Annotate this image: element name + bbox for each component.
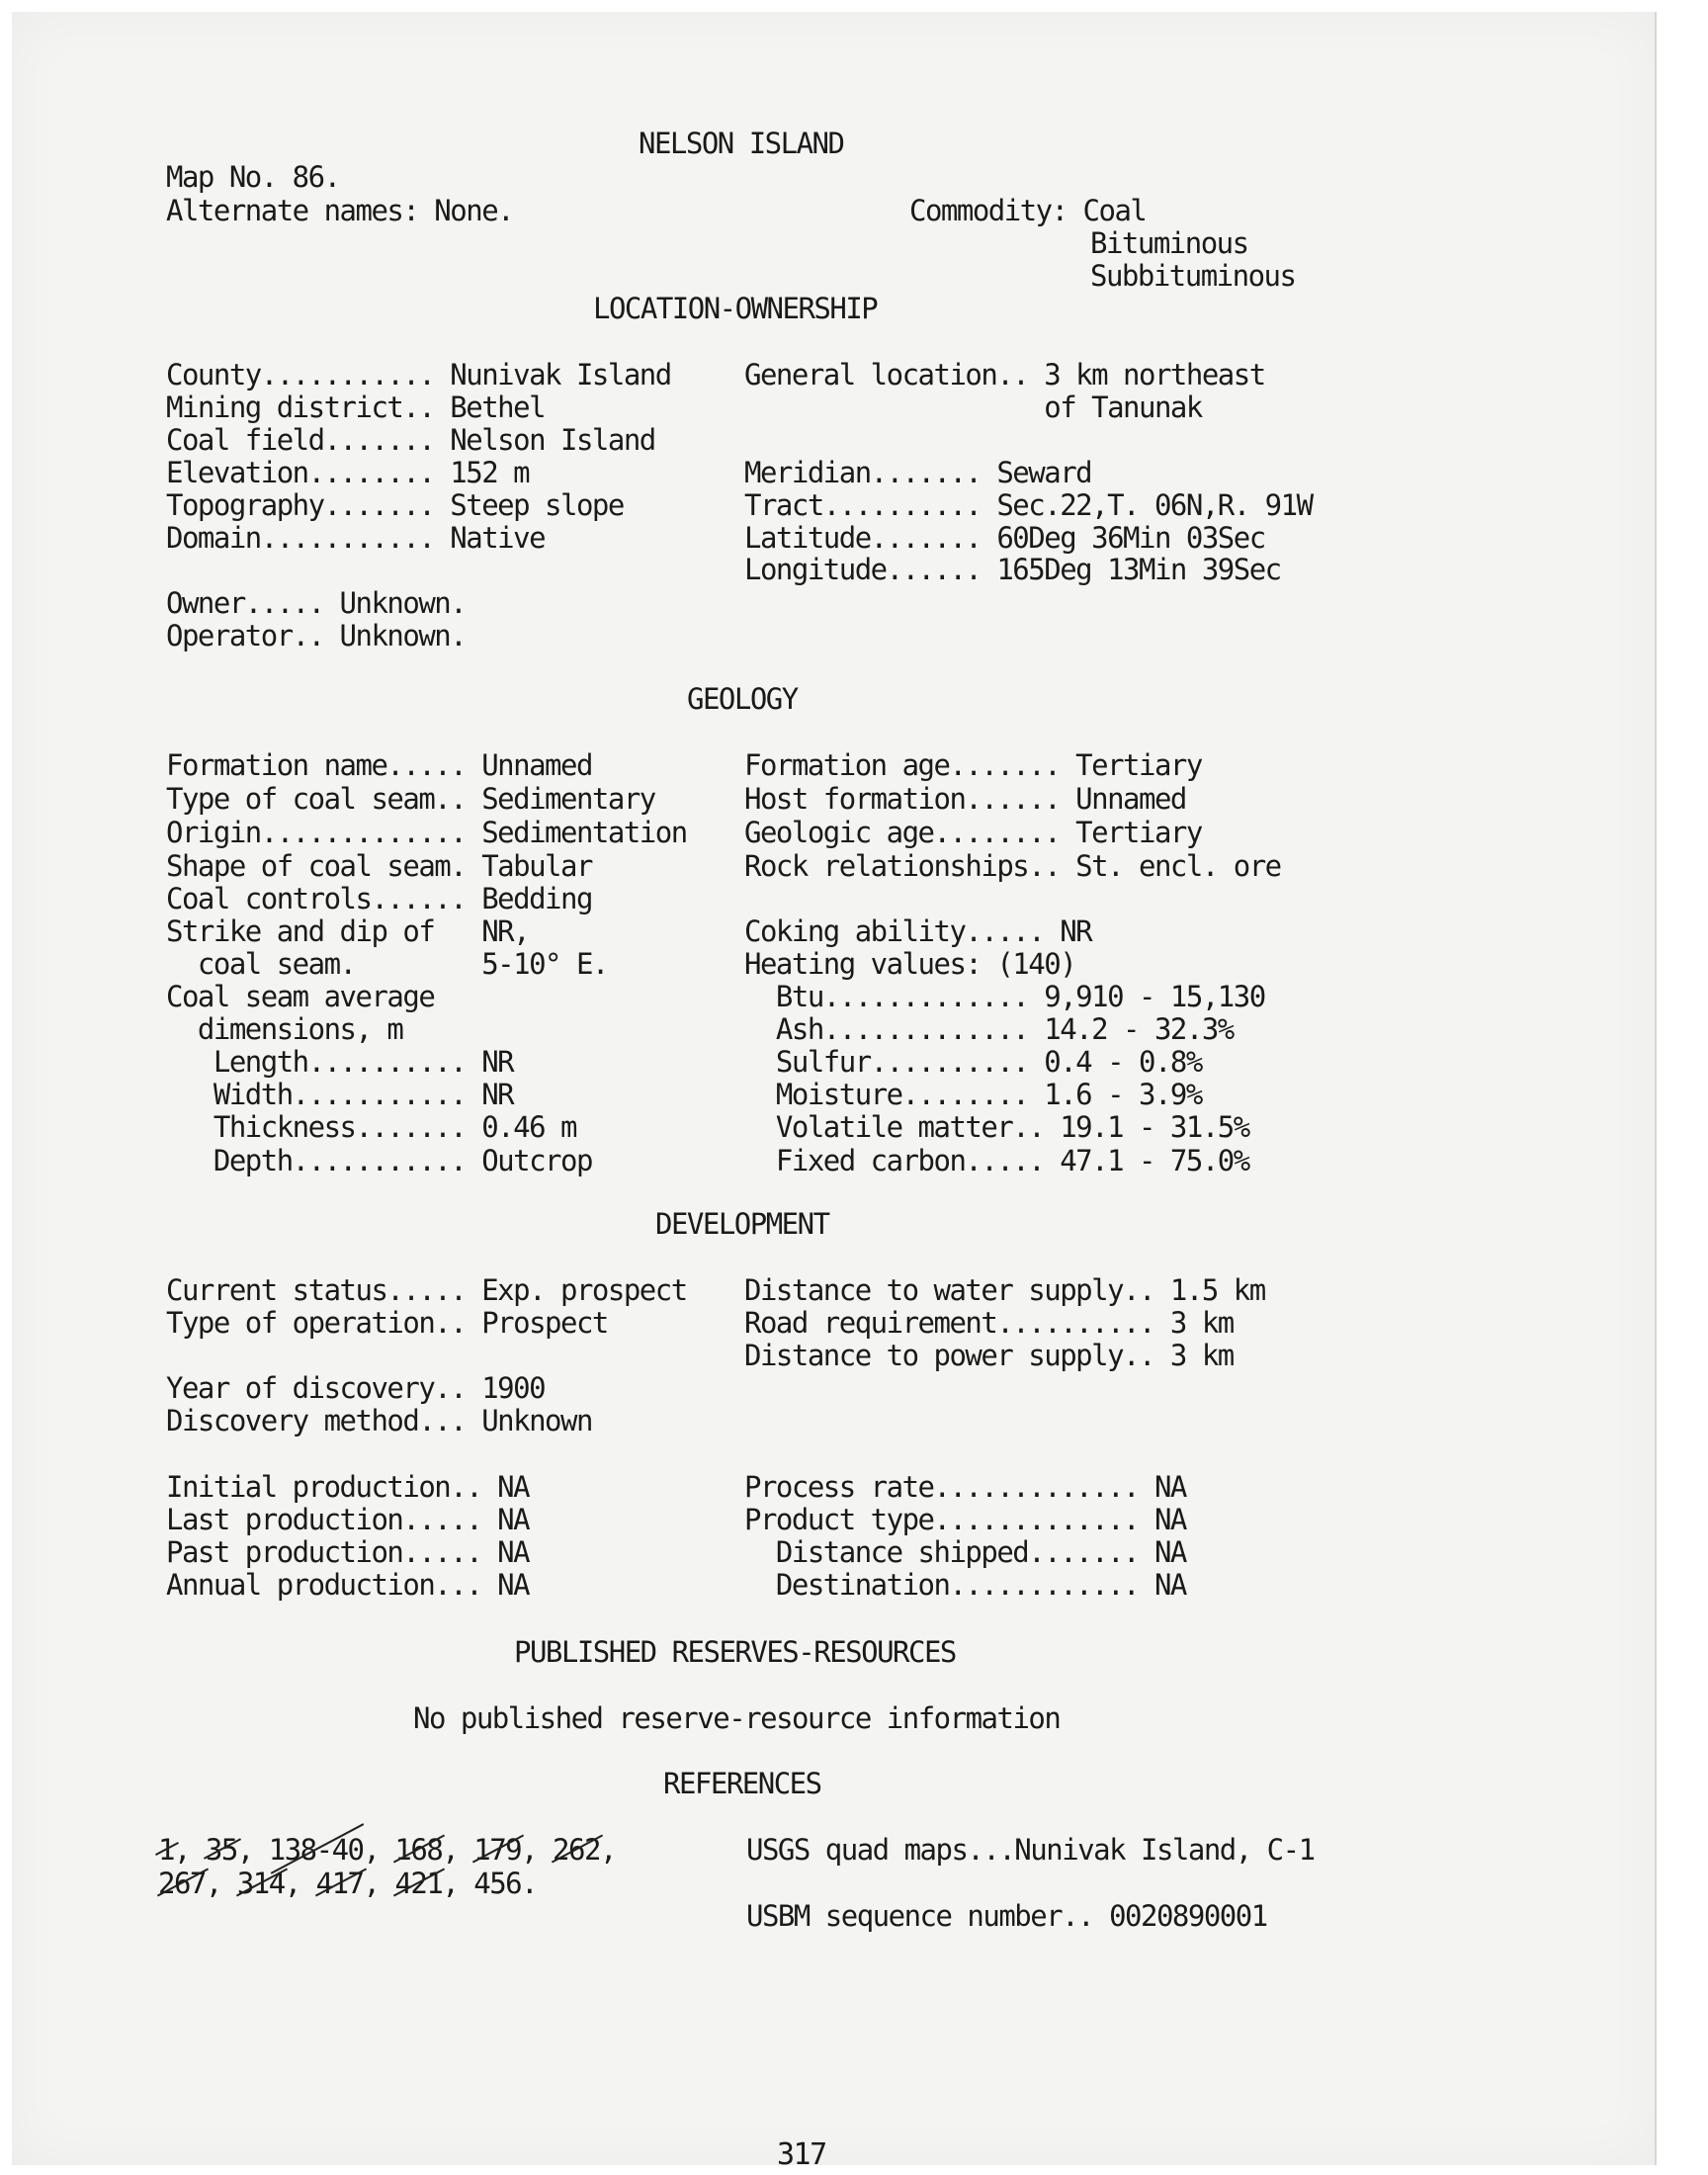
field-origin: Origin............. Sedimentation: [166, 816, 687, 849]
reference-item: 35: [205, 1833, 237, 1867]
field-strike-and-dip: Strike and dip of NR,: [166, 914, 530, 948]
field-rock-relationships: Rock relationships.. St. encl. ore: [744, 849, 1281, 883]
field-product-type: Product type............. NA: [744, 1503, 1186, 1536]
field-btu: Btu............. 9,910 - 15,130: [744, 980, 1265, 1013]
commodity-bituminous: Bituminous: [1090, 226, 1248, 260]
reference-item: 417: [315, 1867, 364, 1900]
field-length: Length.......... NR: [166, 1045, 514, 1079]
reference-list-line-1: 1, 35, 138-40, 168, 179, 262,: [158, 1833, 616, 1867]
field-moisture: Moisture........ 1.6 - 3.9%: [744, 1078, 1202, 1111]
reference-item: 179: [473, 1833, 522, 1867]
field-distance-to-power: Distance to power supply.. 3 km: [744, 1339, 1234, 1372]
field-ash: Ash............. 14.2 - 32.3%: [744, 1012, 1234, 1046]
reference-item: 262: [553, 1833, 600, 1867]
usbm-sequence-number: USBM sequence number.. 0020890001: [746, 1899, 1267, 1933]
section-heading-location: LOCATION-OWNERSHIP: [593, 292, 878, 325]
field-elevation: Elevation........ 152 m: [166, 456, 530, 489]
field-shape-of-coal-seam: Shape of coal seam. Tabular: [166, 849, 592, 883]
field-coal-seam-average: Coal seam average: [166, 980, 435, 1013]
commodity: Commodity: Coal: [909, 194, 1147, 227]
field-general-location-cont: of Tanunak: [744, 391, 1202, 424]
field-width: Width........... NR: [166, 1078, 514, 1111]
field-distance-to-water: Distance to water supply.. 1.5 km: [744, 1273, 1265, 1307]
reference-item: 138-40: [268, 1833, 364, 1867]
reference-item: 267: [158, 1867, 206, 1900]
section-heading-geology: GEOLOGY: [687, 682, 798, 716]
reference-item: 168: [394, 1833, 443, 1867]
field-meridian: Meridian....... Seward: [744, 456, 1092, 489]
field-process-rate: Process rate............. NA: [744, 1470, 1186, 1504]
alternate-names: Alternate names: None.: [166, 194, 514, 227]
reference-item: 456.: [473, 1867, 538, 1900]
usgs-quad-maps: USGS quad maps...Nunivak Island, C-1: [746, 1833, 1315, 1867]
field-annual-production: Annual production... NA: [166, 1568, 530, 1602]
field-domain: Domain........... Native: [166, 521, 546, 555]
field-general-location: General location.. 3 km northeast: [744, 358, 1265, 392]
field-tract: Tract.......... Sec.22,T. 06N,R. 91W: [744, 488, 1313, 522]
field-sulfur: Sulfur.......... 0.4 - 0.8%: [744, 1045, 1202, 1079]
field-last-production: Last production..... NA: [166, 1503, 530, 1536]
field-county: County........... Nunivak Island: [166, 358, 671, 392]
field-type-of-operation: Type of operation.. Prospect: [166, 1306, 608, 1340]
field-road-requirement: Road requirement.......... 3 km: [744, 1306, 1234, 1340]
field-host-formation: Host formation...... Unnamed: [744, 782, 1186, 816]
field-discovery-method: Discovery method... Unknown: [166, 1404, 592, 1437]
field-volatile-matter: Volatile matter.. 19.1 - 31.5%: [744, 1110, 1249, 1144]
field-heating-values: Heating values: (140): [744, 947, 1076, 981]
field-formation-age: Formation age....... Tertiary: [744, 748, 1202, 782]
field-coal-seam-dip: coal seam. 5-10° E.: [166, 947, 608, 981]
field-coal-field: Coal field....... Nelson Island: [166, 423, 655, 457]
field-thickness: Thickness....... 0.46 m: [166, 1110, 576, 1144]
field-latitude: Latitude....... 60Deg 36Min 03Sec: [744, 521, 1265, 555]
reference-list-line-2: 267, 314, 417, 421, 456.: [158, 1867, 538, 1900]
reference-item: 421: [394, 1867, 443, 1900]
field-destination: Destination............ NA: [744, 1568, 1186, 1602]
field-topography: Topography....... Steep slope: [166, 488, 624, 522]
field-coal-controls: Coal controls...... Bedding: [166, 882, 592, 915]
reference-item: 1: [158, 1833, 174, 1867]
field-depth: Depth........... Outcrop: [166, 1144, 592, 1177]
reserves-statement: No published reserve-resource information: [413, 1701, 1061, 1735]
field-formation-name: Formation name..... Unnamed: [166, 748, 592, 782]
field-type-of-coal-seam: Type of coal seam.. Sedimentary: [166, 782, 655, 816]
field-current-status: Current status..... Exp. prospect: [166, 1273, 687, 1307]
field-coking-ability: Coking ability..... NR: [744, 914, 1092, 948]
field-operator: Operator.. Unknown.: [166, 619, 467, 652]
section-heading-development: DEVELOPMENT: [655, 1207, 829, 1241]
field-dimensions: dimensions, m: [166, 1012, 403, 1046]
map-number: Map No. 86.: [166, 160, 340, 194]
reference-item: 314: [236, 1867, 285, 1900]
field-geologic-age: Geologic age........ Tertiary: [744, 816, 1202, 849]
field-owner: Owner..... Unknown.: [166, 586, 467, 620]
field-year-of-discovery: Year of discovery.. 1900: [166, 1371, 546, 1405]
field-distance-shipped: Distance shipped....... NA: [744, 1535, 1186, 1569]
commodity-subbituminous: Subbituminous: [1090, 259, 1296, 293]
section-heading-reserves: PUBLISHED RESERVES-RESOURCES: [514, 1635, 956, 1669]
field-mining-district: Mining district.. Bethel: [166, 391, 546, 424]
field-past-production: Past production..... NA: [166, 1535, 530, 1569]
document-title: NELSON ISLAND: [639, 127, 844, 160]
page-number: 317: [777, 2137, 826, 2172]
section-heading-references: REFERENCES: [663, 1767, 821, 1800]
field-longitude: Longitude...... 165Deg 13Min 39Sec: [744, 553, 1281, 586]
field-initial-production: Initial production.. NA: [166, 1470, 530, 1504]
field-fixed-carbon: Fixed carbon..... 47.1 - 75.0%: [744, 1144, 1249, 1177]
